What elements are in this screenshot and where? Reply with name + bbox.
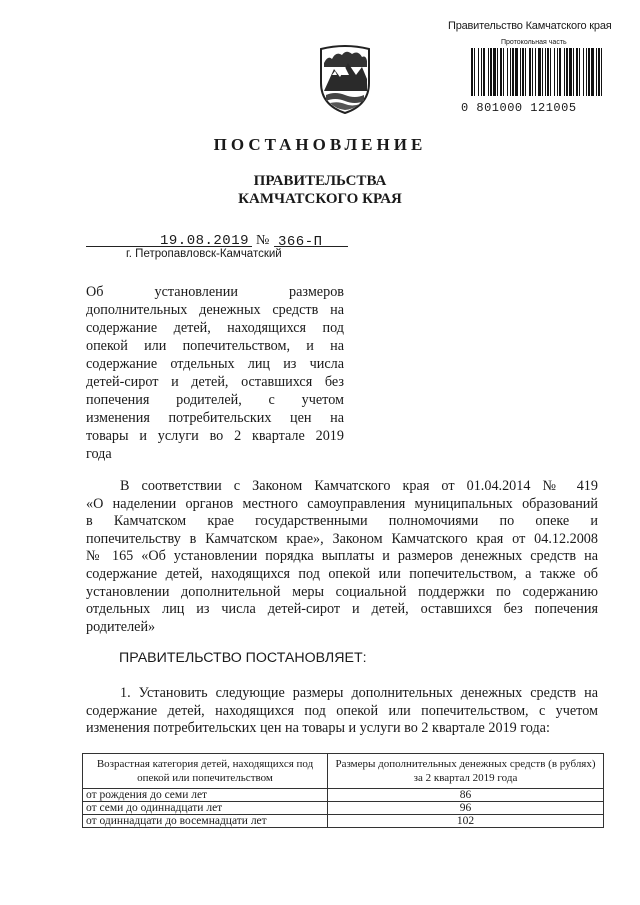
organization-stamp-label: Правительство Камчатского края [448, 20, 612, 32]
preamble-line: попечительству в Камчатском крае», Законом Камчатского края от 04.12.2008 [86, 530, 598, 547]
amount-cell: 102 [328, 815, 604, 828]
subject-line: года [86, 446, 112, 462]
subject-line: дополнительных денежных средств на [86, 302, 344, 318]
preamble-line: «О наделении органов местного самоуправления муниципальных образований [86, 495, 598, 512]
preamble-line: в Камчатском крае государственными полномочиями по опеке и [86, 513, 598, 530]
preamble-line: В соответствии с Законом Камчатского края от 01.04.2014 № 419 [120, 478, 598, 494]
subject-line: товары и услуги во 2 квартале 2019 [86, 428, 344, 444]
subject-line: Об установлении размеров [86, 284, 344, 300]
amount-cell: 86 [328, 789, 604, 802]
city-label: г. Петропавловск-Камчатский [126, 248, 282, 260]
table-header-amount: Размеры дополнительных денежных средств (в рублях) за 2 квартал 2019 года [328, 754, 604, 789]
document-type-title: ПОСТАНОВЛЕНИЕ [213, 135, 427, 154]
item-1-line: 1. Установить следующие размеры дополнительных денежных средств на [120, 685, 598, 701]
document-number: 366-П [278, 234, 323, 250]
barcode-number: 0 801000 121005 [461, 101, 577, 115]
category-cell: от рождения до семи лет [83, 789, 328, 802]
preamble-line: содержание детей, находящихся под опекой или попечительством, а также об [86, 565, 598, 582]
number-sign: № [256, 233, 270, 248]
table-row [83, 789, 604, 802]
preamble-line: родителей» [86, 618, 156, 635]
resolution-heading: ПРАВИТЕЛЬСТВО ПОСТАНОВЛЯЕТ: [119, 650, 367, 666]
document-subject [86, 283, 344, 463]
subject-line: детей-сирот и детей, оставшихся без [86, 374, 344, 390]
table-row [83, 815, 604, 828]
coat-of-arms-emblem [318, 45, 372, 115]
item-1-line: изменения потребительских цен на товары и услуги во 2 квартале 2019 года: [86, 720, 550, 737]
preamble-paragraph [86, 478, 598, 636]
issuer-title-line-2: КАМЧАТСКОГО КРАЯ [238, 191, 402, 207]
subject-line: содержание детей, находящихся под [86, 320, 344, 336]
table-header-category: Возрастная категория детей, находящихся под опекой или попечительством [83, 754, 328, 789]
preamble-line: отдельных лиц из числа детей-сирот и детей, оставшихся без попечения [86, 601, 598, 618]
item-1-line: содержание детей, находящихся под опекой или попечительством, с учетом [86, 702, 598, 719]
category-cell: от семи до одиннадцати лет [83, 802, 328, 815]
subject-line: содержание отдельных лиц из числа [86, 356, 344, 372]
table-header-row [83, 754, 604, 789]
issuer-title-line-1: ПРАВИТЕЛЬСТВА [253, 173, 387, 189]
allowance-table [82, 753, 604, 828]
barcode [470, 48, 606, 96]
subject-line: опекой или попечительством, и на [86, 338, 344, 354]
item-1-paragraph [86, 685, 598, 738]
subject-line: попечения родителей, с учетом [86, 392, 344, 408]
table-row [83, 802, 604, 815]
preamble-line: установлении дополнительной меры социальной поддержки по содержанию [86, 583, 598, 600]
document-date: 19.08.2019 [160, 233, 250, 249]
protocol-section-label: Протокольная часть [501, 39, 567, 46]
preamble-line: № 165 «Об установлении порядка выплаты и размеров денежных средств на [86, 548, 598, 565]
subject-line: изменения потребительских цен на [86, 410, 344, 426]
amount-cell: 96 [328, 802, 604, 815]
category-cell: от одиннадцати до восемнадцати лет [83, 815, 328, 828]
